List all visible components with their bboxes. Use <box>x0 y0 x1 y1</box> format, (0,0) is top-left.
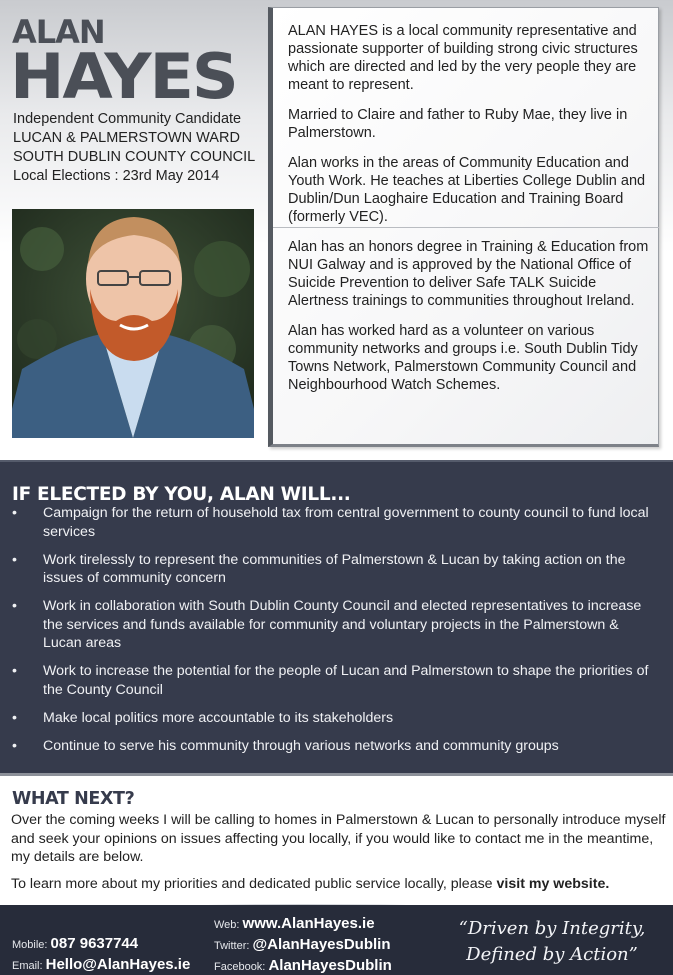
bullet-icon: • <box>12 551 17 568</box>
email-label: Email: <box>12 960 43 972</box>
web-label: Web: <box>214 919 240 931</box>
web-link[interactable]: www.AlanHayes.ie <box>242 915 375 932</box>
pledge-text: Continue to serve his community through various networks and community groups <box>43 737 559 754</box>
twitter-label: Twitter: <box>214 940 250 952</box>
pledge-item <box>12 597 652 653</box>
mobile-label: Mobile: <box>12 939 48 951</box>
pledge-item <box>12 662 652 699</box>
portrait-icon <box>12 209 254 438</box>
bullet-icon: • <box>12 709 17 726</box>
slogan-quote <box>452 916 652 968</box>
email-row <box>12 955 190 975</box>
pledge-item <box>12 551 652 588</box>
slogan-line-1: “Driven by Integrity, <box>458 918 646 939</box>
email-link[interactable]: Hello@AlanHayes.ie <box>45 956 191 973</box>
pledge-item <box>12 737 652 756</box>
bio-paragraph: Alan has worked hard as a volunteer on various community networks and groups i.e. South Dublin Tidy Towns Network, Palmerstown Community Council and Neighbourhood Watch Schemes. <box>288 323 638 393</box>
pledges-title: IF ELECTED BY YOU, ALAN WILL... <box>12 484 351 505</box>
pledge-text: Work to increase the potential for the people of Lucan and Palmerstown to shape the priorities of the County Council <box>43 663 649 698</box>
pledge-text: Make local politics more accountable to its stakeholders <box>43 709 394 726</box>
candidate-last-name: HAYES <box>10 40 237 113</box>
facebook-label: Facebook: <box>214 961 266 973</box>
website-prompt <box>11 875 671 893</box>
facebook-row <box>214 956 392 975</box>
ward: LUCAN & PALMERSTOWN WARD <box>13 130 240 146</box>
candidate-info <box>13 110 255 186</box>
slogan-line-2: Defined by Action” <box>466 944 638 965</box>
visit-website-link[interactable]: visit my website. <box>496 876 610 892</box>
header-section <box>0 0 673 460</box>
pledges-list <box>12 504 652 765</box>
council: SOUTH DUBLIN COUNTY COUNCIL <box>13 149 256 165</box>
what-next-section <box>0 779 673 899</box>
bio-text <box>288 22 658 406</box>
facebook-link[interactable]: AlanHayesDublin <box>268 957 392 974</box>
bio-panel <box>268 7 659 447</box>
twitter-link[interactable]: @AlanHayesDublin <box>252 936 391 953</box>
pledge-text: Work tirelessly to represent the communities of Palmerstown & Lucan by taking action on the issues of community concern <box>43 551 626 586</box>
candidate-first-name: ALAN <box>12 13 105 51</box>
election-date: Local Elections : 23rd May 2014 <box>13 168 220 184</box>
bullet-icon: • <box>12 663 17 679</box>
bullet-icon: • <box>12 737 17 754</box>
what-next-title: WHAT NEXT? <box>12 789 135 809</box>
pledge-text: Campaign for the return of household tax from central government to county council to fund local services <box>43 505 649 540</box>
pledges-section <box>0 460 673 776</box>
mobile-number[interactable]: 087 9637744 <box>50 935 139 952</box>
website-prompt-text: To learn more about my priorities and dedicated public service locally, please <box>11 876 493 892</box>
bullet-icon: • <box>12 505 17 521</box>
mobile-row <box>12 934 190 955</box>
what-next-paragraph: Over the coming weeks I will be calling to homes in Palmerstown & Lucan to personally introduce myself and seek your opinions on issues affecting you locally, if you would like to contact me in the meantime, my details are below. <box>11 812 666 865</box>
candidate-type: Independent Community Candidate <box>13 111 242 127</box>
bio-paragraph: ALAN HAYES is a local community representative and passionate supporter of building strong civic structures which are directed and led by the very people they are meant to represent. <box>288 23 638 93</box>
bio-paragraph: Married to Claire and father to Ruby Mae, they live in Palmerstown. <box>288 107 628 141</box>
web-row <box>214 914 392 935</box>
contact-column-2 <box>214 914 392 975</box>
pledge-item <box>12 504 652 541</box>
bio-paragraph: Alan works in the areas of Community Education and Youth Work. He teaches at Liberties College Dublin and Dublin/Dun Laoghaire Education and Training Board (formerly VEC). <box>288 155 646 225</box>
bio-paragraph: Alan has an honors degree in Training & Education from NUI Galway and is approved by the National Office of Suicide Prevention to deliver Safe TALK Suicide Alertness trainings to communities throughout Ireland. <box>288 239 649 309</box>
candidate-photo <box>12 209 254 438</box>
contact-column-1 <box>12 934 190 975</box>
pledge-item <box>12 709 652 728</box>
pledge-text: Work in collaboration with South Dublin County Council and elected representatives to increase the services and funds available for community and voluntary projects in the Palmerstown & Lucan areas <box>43 598 642 651</box>
twitter-row <box>214 935 392 956</box>
bullet-icon: • <box>12 598 17 614</box>
